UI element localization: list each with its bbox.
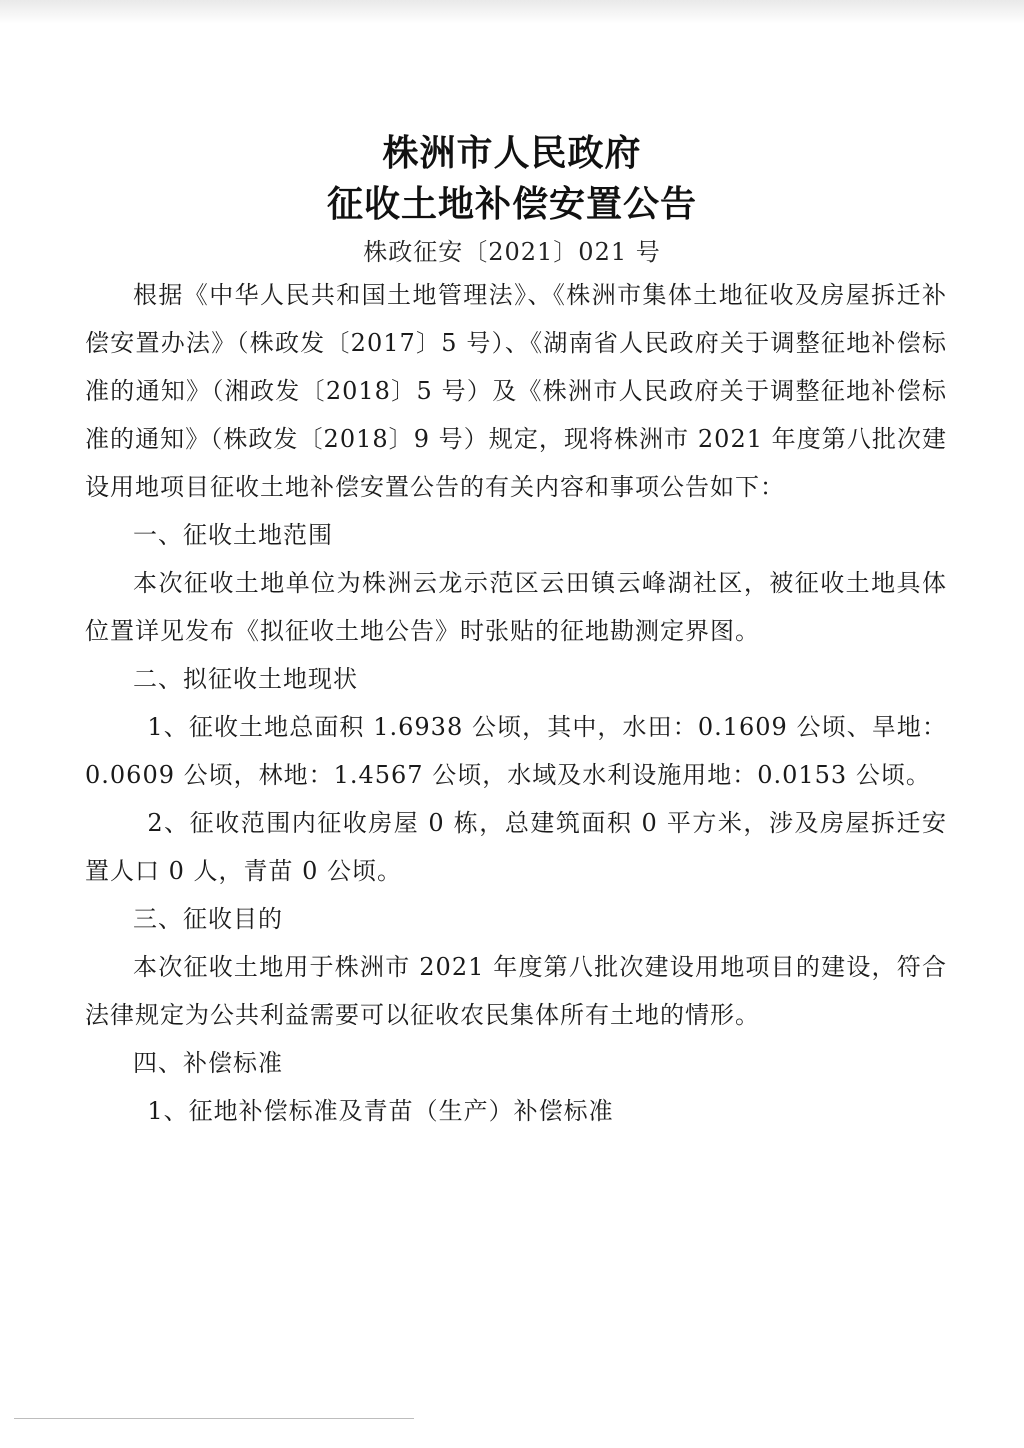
title-line-1: 株洲市人民政府 [382, 132, 642, 174]
document-body [85, 271, 947, 1135]
section-2-heading: 二、拟征收土地现状 [133, 665, 358, 693]
section-4-heading: 四、补偿标准 [133, 1049, 283, 1077]
section-3-paragraph: 本次征收土地用于株洲市 2021 年度第八批次建设用地项目的建设，符合法律规定为公共利益需要可以征收农民集体所有土地的情形。 [85, 953, 947, 1029]
section-1-heading: 一、征收土地范围 [133, 521, 333, 549]
scan-edge-shadow [0, 0, 1024, 24]
title-line-2: 征收土地补偿安置公告 [326, 183, 697, 225]
section-2-item-1: 1、征收土地总面积 1.6938 公顷，其中，水田：0.1609 公顷、旱地：0.0609 公顷，林地：1.4567 公顷，水域及水利设施用地：0.0153 公顷。 [85, 713, 947, 789]
section-2-item-2: 2、征收范围内征收房屋 0 栋，总建筑面积 0 平方米，涉及房屋拆迁安置人口 0 人，青苗 0 公顷。 [85, 809, 947, 885]
intro-paragraph: 根据《中华人民共和国土地管理法》、《株洲市集体土地征收及房屋拆迁补偿安置办法》（株政发〔2017〕5 号）、《湖南省人民政府关于调整征地补偿标准的通知》（湘政发〔2018〕5 号）及《株洲市人民政府关于调整征地补偿标准的通知》（株政发〔2018〕9 号）规定，现将株洲市 2021 年度第八批次建设用地项目征收土地补偿安置公告的有关内容和事项公告如下： [85, 281, 947, 501]
section-4-item-1: 1、征地补偿标准及青苗（生产）补偿标准 [147, 1097, 614, 1125]
section-1-paragraph: 本次征收土地单位为株洲云龙示范区云田镇云峰湖社区，被征收土地具体位置详见发布《拟征收土地公告》时张贴的征地勘测定界图。 [85, 569, 947, 645]
scan-bottom-line [14, 1418, 414, 1419]
section-3-heading: 三、征收目的 [133, 905, 283, 933]
document-number: 株政征安〔2021〕021 号 [363, 238, 661, 266]
